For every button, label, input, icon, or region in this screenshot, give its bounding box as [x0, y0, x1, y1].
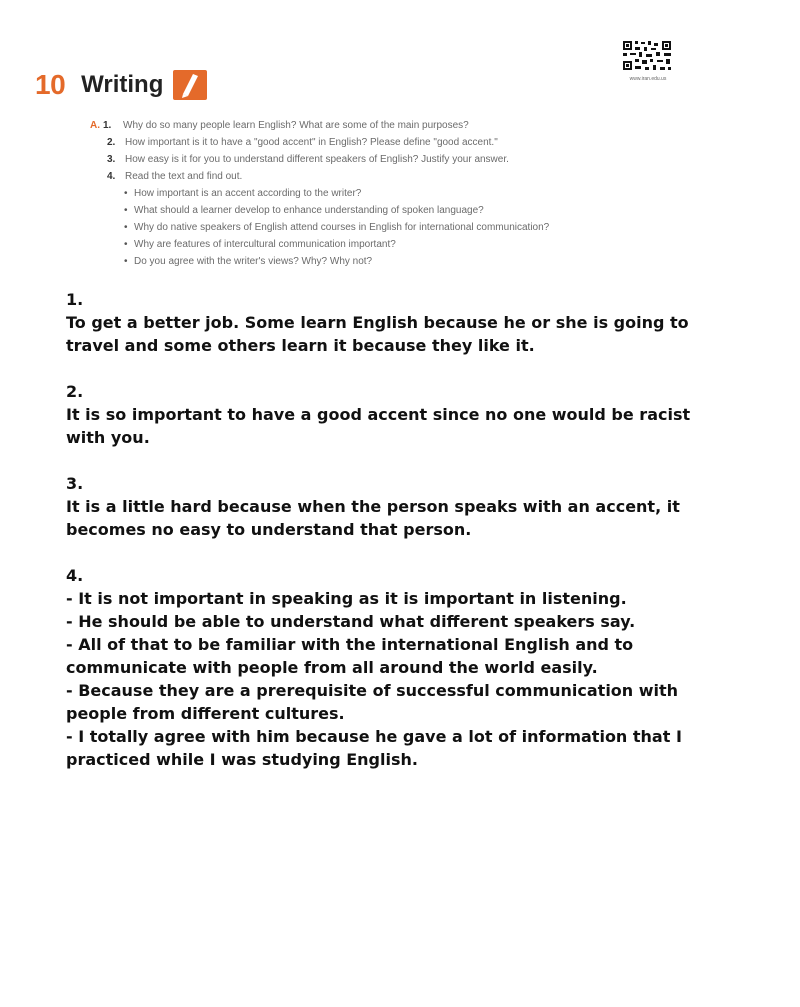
sub-question-text: Why are features of intercultural communication important? — [134, 239, 396, 250]
bullet: • — [124, 188, 128, 199]
answer-line: - Because they are a prerequisite of successful communication with — [66, 681, 679, 700]
sub-question-item — [90, 236, 690, 253]
question-item — [90, 151, 690, 168]
answer-line: - He should be able to understand what different speakers say. — [66, 612, 636, 631]
answer-line: It is a little hard because when the person speaks with an accent, it — [66, 497, 680, 516]
bullet: • — [124, 239, 128, 250]
answer-number: 3. — [66, 474, 84, 493]
exercise-label: A. — [90, 120, 100, 131]
question-number: 4. — [107, 171, 116, 182]
bullet: • — [124, 205, 128, 216]
sub-question-text: Why do native speakers of English attend courses in English for international communication? — [134, 222, 550, 233]
bullet: • — [124, 222, 128, 233]
bullet: • — [124, 256, 128, 267]
question-text: Why do so many people learn English? What are some of the main purposes? — [123, 120, 469, 131]
answer-block — [66, 564, 745, 771]
answer-block — [66, 380, 745, 449]
sub-question-item — [90, 185, 690, 202]
question-list — [90, 117, 690, 270]
answer-line: people from different cultures. — [66, 704, 345, 723]
answer-block — [66, 288, 745, 357]
answer-line: with you. — [66, 428, 150, 447]
section-number: 10 — [35, 69, 66, 100]
question-number: 2. — [107, 137, 116, 148]
question-item — [90, 117, 690, 134]
question-number: 3. — [107, 154, 116, 165]
answers — [66, 288, 745, 794]
question-text: How easy is it for you to understand different speakers of English? Justify your answer. — [125, 154, 509, 165]
answer-line: communicate with people from all around the world easily. — [66, 658, 598, 677]
answer-line: - All of that to be familiar with the international English and to — [66, 635, 634, 654]
answer-line: practiced while I was studying English. — [66, 750, 418, 769]
answer-block — [66, 472, 745, 541]
section-title: Writing — [81, 71, 164, 98]
answer-number: 4. — [66, 566, 84, 585]
qr-caption: www.iran.edu.us — [629, 76, 667, 82]
sub-question-item — [90, 202, 690, 219]
sub-question-item — [90, 253, 690, 270]
answer-line: travel and some others learn it because they like it. — [66, 336, 535, 355]
answer-line: - It is not important in speaking as it is important in listening. — [66, 589, 627, 608]
pencil-icon — [173, 70, 207, 100]
answer-number: 2. — [66, 382, 84, 401]
sub-question-text: How important is an accent according to the writer? — [134, 188, 362, 199]
answer-number: 1. — [66, 290, 84, 309]
answer-line: To get a better job. Some learn English because he or she is going to — [66, 313, 689, 332]
question-text: Read the text and find out. — [125, 171, 243, 182]
sub-question-text: Do you agree with the writer's views? Why? Why not? — [134, 256, 373, 267]
question-item — [90, 134, 690, 151]
question-number: 1. — [103, 120, 112, 131]
question-item — [90, 168, 690, 185]
question-text: How important is it to have a "good accent" in English? Please define "good accent." — [125, 137, 498, 148]
answer-line: - I totally agree with him because he gave a lot of information that I — [66, 727, 682, 746]
section-header — [35, 68, 207, 102]
answer-line: It is so important to have a good accent since no one would be racist — [66, 405, 691, 424]
answer-line: becomes no easy to understand that person. — [66, 520, 472, 539]
sub-question-text: What should a learner develop to enhance understanding of spoken language? — [134, 205, 484, 216]
sub-question-item — [90, 219, 690, 236]
